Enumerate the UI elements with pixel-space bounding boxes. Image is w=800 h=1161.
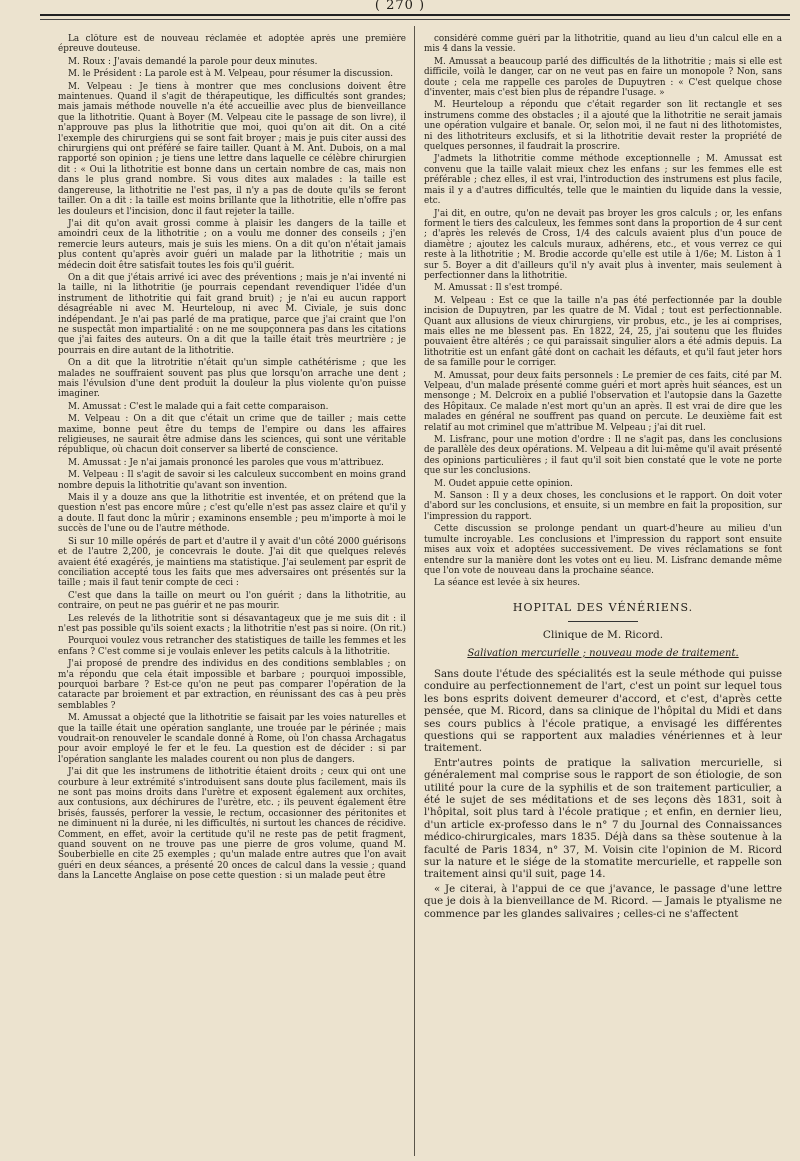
- header-rule-thin: [40, 19, 790, 20]
- paragraph: M. le Président : La parole est à M. Velpeau, pour résumer la discussion.: [68, 69, 394, 80]
- paragraph: J'ai dit, en outre, qu'on ne devait pas broyer les gros calculs ; or, les enfans forment le tiers des calculeux, les femmes sont dans la proportion de 4 sur cent ; d'après les relevés de Cross, 1/4 des calculs avaient plus d'un pouce de diamètre ; ajoutez les calculs muraux, adhérens, etc., et vous verrez ce qui reste à la lithotritie ; M. Brodie accorde qu'elle est utile à 1/6e; M. Liston à 1 sur 5. Boyer a dit d'ailleurs qu'il n'y avait plus à inventer, mais seulement à perfectionner dans la lithotritie.: [424, 208, 782, 281]
- paragraph: Cette discussion se prolonge pendant un quart-d'heure au milieu d'un tumulte incroyable. Les conclusions et l'impression du rapport sont ensuite mises aux voix et adoptées successivement. De vives réclamations se font entendre sur la manière dont les votes ont eu lieu. M. Lisfranc demande même que l'on vote de nouveau dans la prochaine séance.: [424, 524, 782, 576]
- paragraph: J'ai dit qu'on avait grossi comme à plaisir les dangers de la taille et amoindri ceux de la lithotritie ; on a voulu me donner des conseils ; j'en remercie leurs auteurs, mais je suis les miens. On a dit qu'on n'était jamais plus content qu'après avoir guéri un malade par la lithotritie ; mais un médecin doit être satisfait toutes les fois qu'il guérit.: [58, 218, 406, 271]
- paragraph: considéré comme guéri par la lithotritie, quand au lieu d'un calcul elle en a mis 4 dans la vessie.: [424, 34, 782, 55]
- paragraph: On a dit que la litrotritie n'était qu'un simple cathétérisme ; que les malades ne souffraient souvent pas plus que lorsqu'on arrache une dent ; mais l'évulsion d'une dent produit la douleur la plus violente qu'on puisse imaginer.: [58, 358, 406, 400]
- paragraph: La séance est levée à six heures.: [434, 578, 581, 589]
- paragraph: M. Amussat : Je n'ai jamais prononcé les paroles que vous m'attribuez.: [68, 457, 384, 468]
- column-divider: [414, 26, 415, 1156]
- paragraph: M. Velpeau : Il s'agit de savoir si les calculeux succombent en moins grand nombre depuis la lithotritie qu'avant son invention.: [58, 470, 406, 491]
- paragraph: M. Velpeau : Est ce que la taille n'a pas été perfectionnée par la double incision de Dupuytren, par les quatre de M. Vidal ; tout est perfectionnable. Quant aux allusions de vieux chirurgiens, vir probus, etc., je les ai comprises, mais elles ne me blessent pas. En 1822, 24, 25, j'ai soutenu que les fluides pouvaient être altérés ; ce qui paraissait singulier alors a été admis depuis. La lithotritie est un enfant gâté dont on cachait les défauts, et qu'il faut jeter hors de sa famille pour le corriger.: [424, 295, 782, 369]
- paragraph: « Je citerai, à l'appui de ce que j'avance, le passage d'une lettre que je dois à la bienveillance de M. Ricord. — Jamais le ptyalisme ne commence par les glandes salivaires ; celles-ci ne s'affectent: [424, 883, 782, 920]
- paragraph: M. Velpeau : On a dit que c'était un crime que de tailler ; mais cette maxime, bonne peut être du temps de l'empire ou dans les affaires religieuses, ne saurait être admise dans les sciences, qui sont une véritable république, où chacun doit conserver sa liberté de conscience.: [58, 414, 406, 456]
- paragraph: M. Amussat, pour deux faits personnels : Le premier de ces faits, cité par M. Velpeau, d'un malade présenté comme guéri et mort après huit séances, est un mensonge ; M. Delcroix en a publié l'observation et l'autopsie dans la Gazette des Hôpitaux. Ce malade n'est mort qu'un an après. Il est vrai de dire que les malades en général ne souffrent pas quand on percute. Le deuxième fait est relatif au mot criminel que m'attribue M. Velpeau ; j'ai dit ruel.: [424, 370, 782, 433]
- section-title: HOPITAL DES VÉNÉRIENS.: [512, 600, 694, 614]
- paragraph: J'ai proposé de prendre des individus en des conditions semblables ; on m'a répondu que cela était impossible et barbare ; pourquoi impossible, pourquoi barbare ? Est-ce qu'on ne peut pas comparer l'opération de la cataracte par broiement et par extraction, en réunissant des cas à peu près semblables ?: [58, 659, 406, 711]
- clinic-heading: Clinique de M. Ricord.: [542, 629, 664, 642]
- article-subtitle: Salivation mercurielle ; nouveau mode de traitement.: [467, 647, 739, 659]
- proceedings-continued: [424, 34, 782, 589]
- paragraph: J'admets la lithotritie comme méthode exceptionnelle ; M. Amussat est convenu que la taille valait mieux chez les enfans ; sur les femmes elle est préférable ; chez elles, il est vrai, l'introduction des instrumens est plus facile, mais il y a d'autres difficultés, telle que le maintien du liquide dans la vessie, etc.: [424, 154, 782, 207]
- paragraph: M. Amussat : C'est le malade qui a fait cette comparaison.: [68, 401, 329, 412]
- section-rule: [568, 621, 638, 622]
- paragraph: M. Velpeau : Je tiens à montrer que mes conclusions doivent être maintenues. Quand il s'agit de thérapeutique, les difficultés sont grandes; mais jamais méthode nouvelle n'a été accueillie avec plus de bienveillance que la lithotritie. Quant à Boyer (M. Velpeau cite le passage de son livre), il n'approuve pas plus la lithotritie que moi, quoi qu'on ait dit. On a cité l'exemple des chirurgiens qui se sont fait broyer ; mais je puis citer aussi des chirurgiens qui ont préféré se faire tailler. Quant à M. Ant. Dubois, on a mal rapporté son opinion ; je tiens une lettre dans laquelle ce célèbre chirurgien dit : « Oui la lithotritie est bonne dans un certain nombre de cas, mais non dans le plus grand nombre. Si vous dites aux malades : la taille est dangereuse, la lithotritie ne l'est pas, il n'y a pas de doute qu'ils se feront tailler. On a dit : la taille est moins brillante que la lithotritie, elle n'offre pas les douleurs et l'incision, donc il faut rejeter la taille.: [58, 81, 406, 217]
- article-body: [424, 669, 782, 921]
- paragraph: M. Roux : J'avais demandé la parole pour deux minutes.: [68, 56, 318, 67]
- paragraph: La clôture est de nouveau réclamée et adoptée après une première épreuve douteuse.: [58, 34, 406, 55]
- paragraph: M. Amussat : Il s'est trompé.: [434, 283, 563, 294]
- paragraph: M. Amussat a beaucoup parlé des difficultés de la lithotritie ; mais si elle est difficile, voilà le danger, car on ne veut pas en faire un monopole ? Non, sans doute ; cela me rappelle ces paroles de Dupuytren : « C'est quelque chose d'inventer, mais c'est bien plus de répandre l'usage. »: [424, 56, 782, 99]
- paragraph: Sans doute l'étude des spécialités est la seule méthode qui puisse conduire au perfectionnement de l'art, c'est un point sur lequel tous les bons esprits doivent demeurer d'accord, et c'est, d'après cette pensée, que M. Ricord, dans sa clinique de l'hôpital du Midi et dans ses cours publics à l'école pratique, a envisagé les différentes questions qui se rapportent aux maladies vénériennes et à leur traitement.: [424, 668, 782, 755]
- paragraph: Entr'autres points de pratique la salivation mercurielle, si généralement mal comprise sous le rapport de son étiologie, de son utilité pour la cure de la syphilis et de son traitement particulier, a été le sujet de ses méditations et de ses leçons dès 1831, soit à l'hôpital, soit plus tard à l'école pratique ; et enfin, en dernier lieu, d'un article ex-professo dans le n° 7 du Journal des Connaissances médico-chirurgicales, mars 1835. Déjà dans sa thèse soutenue à la faculté de Paris 1834, n° 37, M. Voisin cite l'opinion de M. Ricord sur la nature et le siége de la stomatite mercurielle, et rappelle son traitement ainsi qu'il suit, page 14.: [424, 757, 782, 881]
- paragraph: M. Lisfranc, pour une motion d'ordre : Il ne s'agit pas, dans les conclusions de parallèle des deux opérations. M. Velpeau a dit lui-même qu'il avait présenté des opinions particulières ; il faut qu'il soit bien constaté que le vote ne porte que sur les conclusions.: [424, 435, 782, 477]
- paragraph: M. Oudet appuie cette opinion.: [434, 478, 573, 489]
- paragraph: On a dit que j'étais arrivé ici avec des préventions ; mais je n'ai inventé ni la taille, ni la lithotritie (je pourrais cependant revendiquer l'idée d'un instrument de lithotritie qui fait grand bruit) ; je n'ai eu aucun rapport désagréable ni avec M. Heurteloup, ni avec M. Civiale, je suis donc indépendant. Je n'ai pas parlé de ma pratique, parce que j'ai craint que l'on ne suspectât mon impartialité : on ne me soupçonnera pas dans les citations que j'ai faites des auteurs. On a dit que la taille était très meurtrière ; je pourrais en dire autant de la lithotritie.: [58, 272, 406, 356]
- paragraph: J'ai dit que les instrumens de lithotritie étaient droits ; ceux qui ont une courbure à leur extrémité s'introduisent sans doute plus facilement, mais ils ne sont pas moins droits dans l'urètre et exposent également aux orchites, aux contusions, aux déchirures de l'urètre, etc. ; ils peuvent également être brisés, faussés, perforer la vessie, le rectum, occasionner des péritonites et ne diminuent ni la durée, ni les difficultés, ni surtout les chances de récidive. Comment, en effet, avoir la certitude qu'il ne reste pas de petit fragment, quand souvent on ne trouve pas une pierre de gros volume, quand M. Souberbielle en cite 25 exemples ; qu'un malade entre autres que l'on avait guéri en deux séances, a présenté 20 onces de calcul dans la vessie ; quand dans la Lancette Anglaise on pose cette question : si un malade peut être: [58, 767, 406, 882]
- paragraph: Les relevés de la lithotritie sont si désavantageux que je me suis dit : il n'est pas possible qu'ils soient exacts ; la lithotritie n'est pas si noire. (On rit.): [58, 613, 406, 634]
- paragraph: Si sur 10 mille opérés de part et d'autre il y avait d'un côté 2000 guérisons et de l'autre 2,200, je concevrais le doute. J'ai dit que quelques relevés avaient été exagérés, je maintiens ma statistique. J'ai seulement par esprit de conciliation accepté tous les faits que mes adversaires ont présentés sur la taille ; mais il faut tenir compte de ceci :: [58, 536, 406, 589]
- paragraph: Mais il y a douze ans que la lithotritie est inventée, et on prétend que la question n'est pas encore mûre ; c'est qu'elle n'est pas assez claire et qu'il y a doute. Il faut donc la mûrir ; examinons ensemble ; peu m'importe à moi le succès de l'une ou de l'autre méthode.: [58, 493, 406, 535]
- left-column: [58, 34, 406, 1159]
- header-rule: [40, 14, 790, 16]
- right-column: [424, 34, 782, 1159]
- paragraph: C'est que dans la taille on meurt ou l'on guérit ; dans la lithotritie, au contraire, on peut ne pas guérir et ne pas mourir.: [58, 590, 406, 612]
- paragraph: Pourquoi voulez vous retrancher des statistiques de taille les femmes et les enfans ? C'est comme si je voulais enlever les petits calculs à la lithotritie.: [58, 636, 406, 657]
- paragraph: M. Heurteloup a répondu que c'était regarder son lit rectangle et ses instrumens comme des obstacles ; il a ajouté que la lithotritie ne serait jamais une opération vulgaire et banale. Or, selon moi, il ne faut ni des lithotomistes, ni des lithotriteurs exclusifs, et si la lithotritie devait rester la propriété de quelques personnes, il faudrait la proscrire.: [424, 100, 782, 153]
- paragraph: M. Sanson : Il y a deux choses, les conclusions et le rapport. On doit voter d'abord sur les conclusions, et ensuite, si un membre en fait la proposition, sur l'impression du rapport.: [424, 491, 782, 522]
- paragraph: M. Amussat a objecté que la lithotritie se faisait par les voies naturelles et que la taille était une opération sanglante, une trouée par le périnée ; mais voudrait-on renouveler le scandale donné à Rome, où l'on chassa Archagatus pour avoir employé le fer et le feu. La question est de décider : si par l'opération sanglante les malades courent ou non plus de dangers.: [58, 713, 406, 765]
- page-number: ( 270 ): [374, 0, 426, 13]
